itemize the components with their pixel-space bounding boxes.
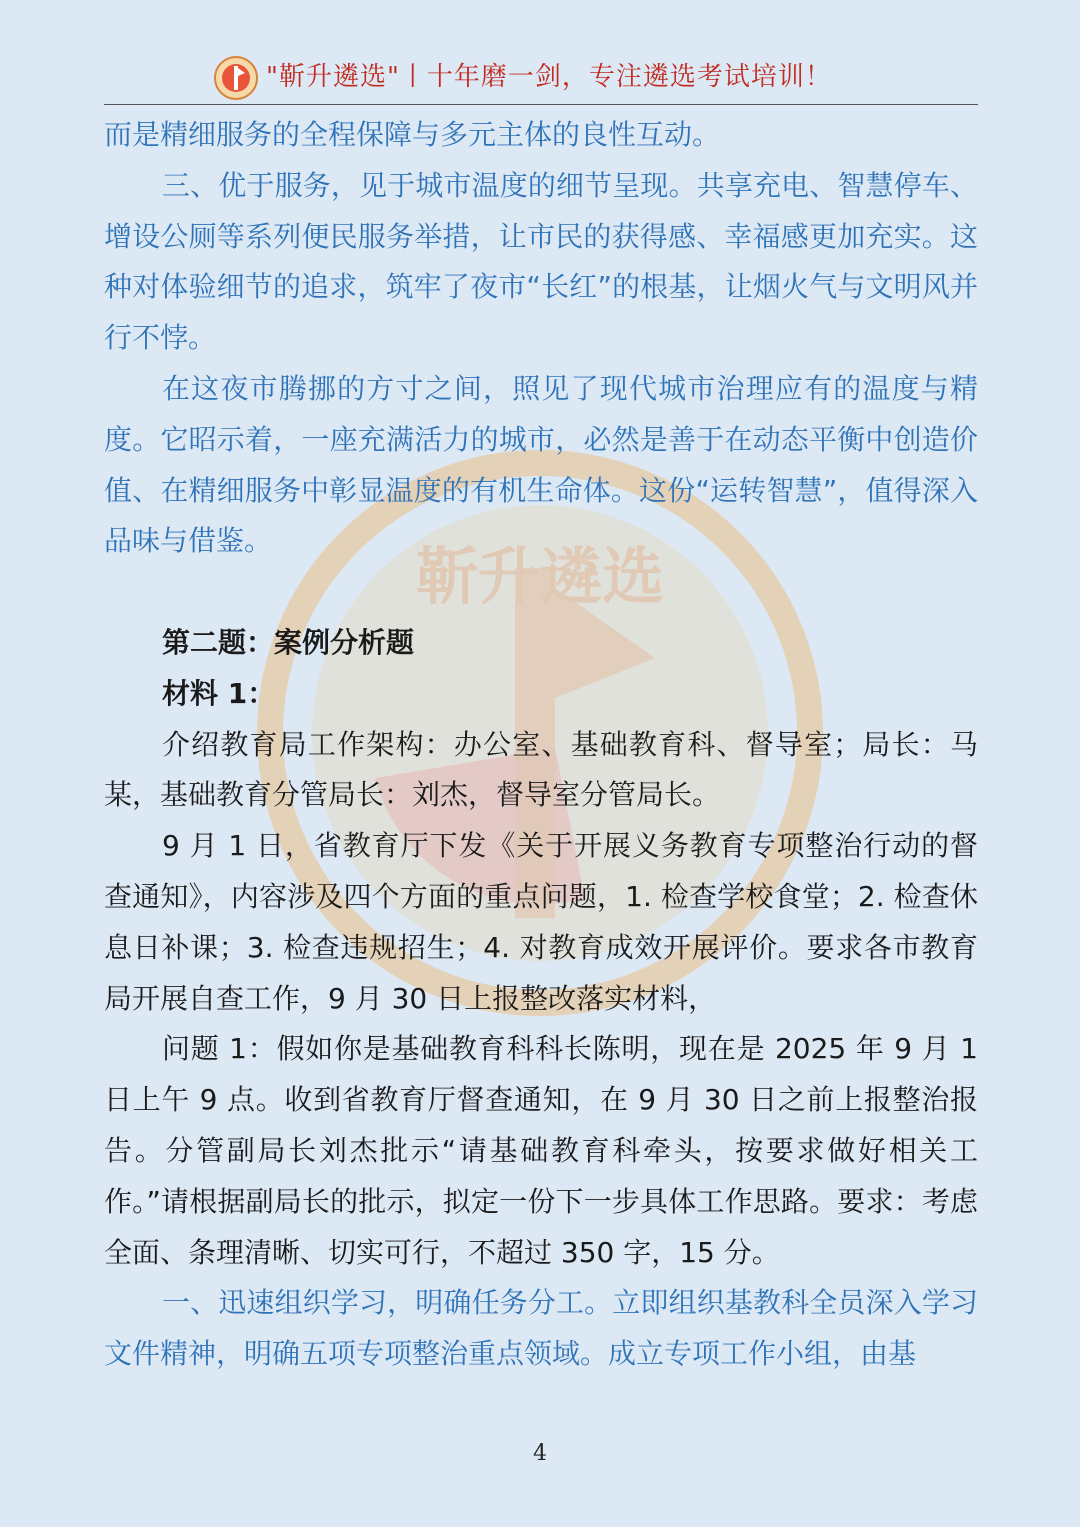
paragraph-2: 三、优于服务，见于城市温度的细节呈现。共享充电、智慧停车、增设公厕等系列便民服务举措，让市民的获得感、幸福感更加充实。这种对体验细节的追求，筑牢了夜市“长红”的根基，让烟火气与文明风并行不悖。: [104, 168, 978, 355]
page-header: [104, 52, 978, 105]
paragraph-5: 9 月 1 日，省教育厅下发《关于开展义务教育专项整治行动的督查通知》，内容涉及四个方面的重点问题，1. 检查学校食堂；2. 检查休息日补课；3. 检查违规招生；4. 对教育成效开展评价。要求各市教育局开展自查工作，9 月 30 日上报整改落实材料，: [104, 829, 978, 1015]
paragraph-7: 一、迅速组织学习，明确任务分工。立即组织基教科全员深入学习文件精神，明确五项专项整治重点领域。成立专项工作小组，由基: [104, 1286, 978, 1371]
document-body: [104, 110, 978, 1380]
section-title: 第二题：案例分析题: [162, 625, 415, 659]
page-number: 4: [533, 1441, 547, 1466]
header-tagline: "靳升遴选"丨十年磨一剑，专注遴选考试培训！: [266, 62, 832, 92]
paragraph-3: 在这夜市腾挪的方寸之间，照见了现代城市治理应有的温度与精度。它昭示着，一座充满活力的城市，必然是善于在动态平衡中创造价值、在精细服务中彰显温度的有机生命体。这份“运转智慧”，值得深入品味与借鉴。: [104, 371, 978, 558]
material-label: 材料 1：: [162, 676, 276, 710]
watermark-text: 靳升遴选: [415, 540, 665, 613]
paragraph-6: 问题 1：假如你是基础教育科科长陈明，现在是 2025 年 9 月 1 日上午 9 点。收到省教育厅督查通知，在 9 月 30 日之前上报整治报告。分管副局长刘杰批示“请基础教育科牵头，按要求做好相关工作。”请根据副局长的批示，拟定一份下一步具体工作思路。要求：考虑全面、条理清晰、切实可行，不超过 350 字，15 分。: [104, 1032, 978, 1269]
paragraph-1: 而是精细服务的全程保障与多元主体的良性互动。: [104, 118, 721, 151]
paragraph-4: 介绍教育局工作架构：办公室、基础教育科、督导室；局长：马某，基础教育分管局长：刘杰，督导室分管局长。: [104, 727, 978, 812]
xinsheng-logo-icon: [214, 56, 258, 100]
